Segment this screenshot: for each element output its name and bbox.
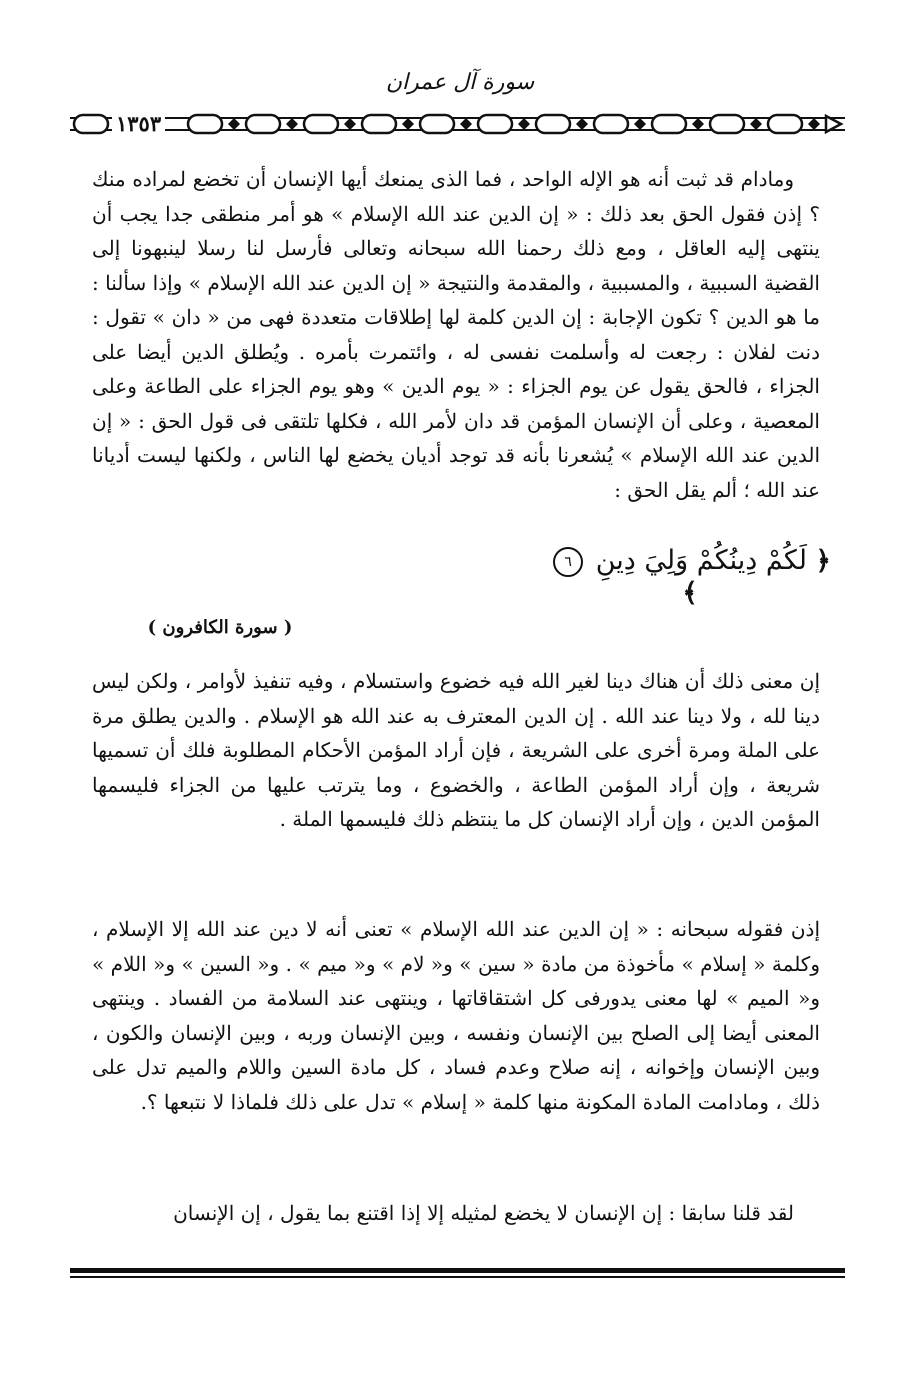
verse-source-label: ( سورة الكافرون ) xyxy=(147,617,293,638)
paragraph-4 xyxy=(92,1196,820,1231)
paragraph-2 xyxy=(92,664,820,837)
footer-rule-thick xyxy=(70,1268,845,1273)
surah-title-header: سورة آل عمران xyxy=(385,70,535,95)
paragraph-1-text: ومادام قد ثبت أنه هو الإله الواحد ، فما الذى يمنعك أيها الإنسان أن تخضع لمراده منك ؟ إذن فقول الحق بعد ذلك : « إن الدين عند الله الإسلام » هو أمر منطقى جدا يجب أن ينتهى إليه العاقل ، ومع ذلك رحمنا الله سبحانه وتعالى فأرسل لنا رسلا لينبهونا إلى القضية السببية ، والمسببية ، والمقدمة والنتيجة « إن الدين عند الله الإسلام » وإذا سألنا : ما هو الدين ؟ تكون الإجابة : إن الدين كلمة لها إطلاقات متعددة فهى من « دان » تقول : دنت لفلان : رجعت له وأسلمت نفسى له ، وائتمرت بأمره . ويُطلق الدين أيضا على الجزاء ، فالحق يقول عن يوم الجزاء : « يوم الدين » وهو يوم الجزاء على الطاعة وعلى المعصية ، وعلى أن الإنسان المؤمن قد دان لأمر الله ، فكلها تلتقى فى قول الحق : « إن الدين عند الله الإسلام » يُشعرنا بأنه قد توجد أديان يخضع لها الناس ، ولكنها ليست أديانا عند الله ؛ ألم يقل الحق : xyxy=(92,167,820,502)
footer-rule-thin xyxy=(70,1276,845,1278)
verse-close-bracket: ﴾ xyxy=(682,577,698,608)
ayah-number-marker: ٦ xyxy=(553,547,583,577)
paragraph-3 xyxy=(92,912,820,1119)
paragraph-1 xyxy=(92,162,820,507)
page-number: ١٣٥٣ xyxy=(112,110,165,138)
verse-text: لَكُمْ دِينُكُمْ وَلِيَ دِينِ xyxy=(595,545,808,576)
paragraph-2-text: إن معنى ذلك أن هناك دينا لغير الله فيه خضوع واستسلام ، وفيه تنفيذ لأوامر ، ولكن ليس دينا لله ، ولا دينا عند الله . إن الدين المعترف به عند الله هو الإسلام . والدين يطلق مرة على الملة ومرة أخرى على الشريعة ، فإن أراد المؤمن الأحكام المطلوبة فلك أن تسميها شريعة ، وإن أراد المؤمن الطاعة ، والخضوع ، وما يترتب عليها من الجزاء فليسمها المؤمن الدين ، وإن أراد الإنسان كل ما ينتظم ذلك فليسمها الملة . xyxy=(92,669,820,831)
paragraph-4-text: لقد قلنا سابقا : إن الإنسان لا يخضع لمثيله إلا إذا اقتنع بما يقول ، إن الإنسان xyxy=(173,1201,794,1225)
paragraph-3-text: إذن فقوله سبحانه : « إن الدين عند الله الإسلام » تعنى أنه لا دين عند الله إلا الإسلام ، وكلمة « إسلام » مأخوذة من مادة « سين » و« لام » و« ميم » . و« السين » و« اللام » و« الميم » لها معنى يدورفى كل اشتقاقاتها ، وينتهى عند السلامة من الفساد . وينتهى المعنى أيضا إلى الصلح بين الإنسان ونفسه ، وبين الإنسان وربه ، وبين الإنسان والكون ، وبين الإنسان وإخوانه ، إنه صلاح وعدم فساد ، كل مادة السين واللام والميم تدل على ذلك ، ومادامت المادة المكونة منها كلمة « إسلام » تدل على ذلك فلماذا لا نتبعها ؟. xyxy=(92,917,821,1114)
verse-open-bracket: ﴿ xyxy=(815,546,831,576)
header-ornament-band xyxy=(70,110,845,138)
quran-verse xyxy=(540,545,840,608)
